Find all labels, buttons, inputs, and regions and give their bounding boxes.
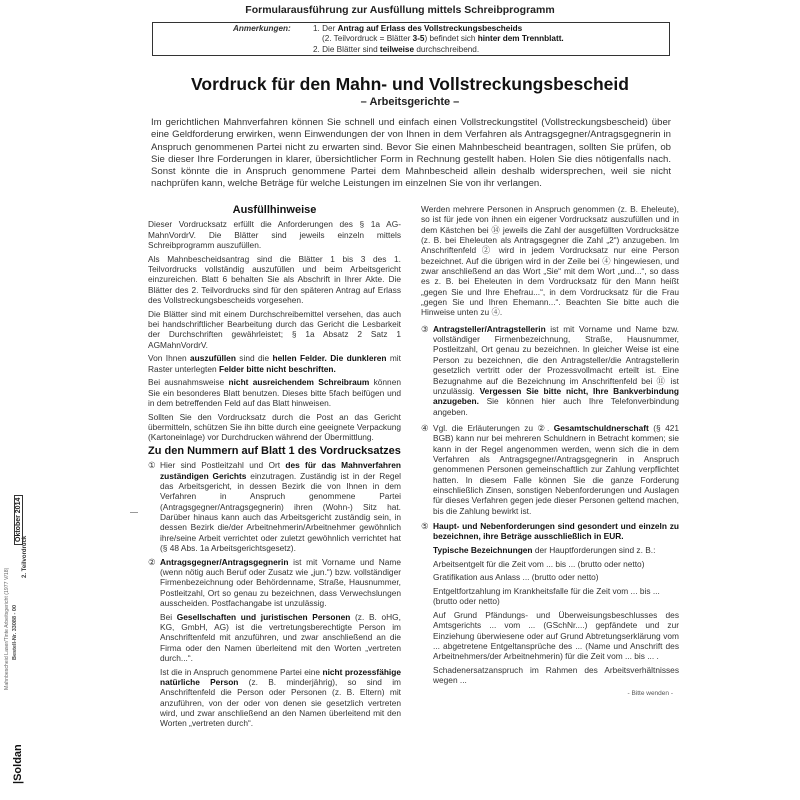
bold-text: des für das Mahnverfahren zuständigen Gerichts xyxy=(160,460,401,481)
page-title: Vordruck für den Mahn- und Vollstreckungsbescheid xyxy=(191,74,629,94)
text: können Sie ein besonderes Blatt benutzen. Dieses bitte 5fach beifügen und in dem betreffenden Feld auf das Blatt hinweisen. xyxy=(148,377,401,409)
text: einzutragen. Zuständig ist in der Regel das Arbeitsgericht, in dessen Bezirk die von Ihnen in dem Verfahren in Anspruch genommene Partei (Antragsgegner/Antragsgegnerin) ihren (Wohn-) Sitz hat. Darüber hinaus kann auch das Arbeitsgericht zuständig sein, in dessen Bezirk die/der Arbeitnehmerin/Arbeitnehmer gewöhnlich ihre/seine Arbeit verrichtet oder zuletzt gewöhnlich verrichtet hat (§ 48 Abs. 1a Arbeitsgerichtsgesetz). xyxy=(160,470,401,554)
bold-text: Haupt- und Nebenforderungen sind gesondert und einzeln zu bezeichnen, ihre Beträge ausschließlich in EUR. xyxy=(433,520,679,542)
note-bold: Antrag auf Erlass des Vollstreckungsbescheids xyxy=(337,24,523,33)
text: mit Raster unterlegten xyxy=(148,353,401,374)
paragraph xyxy=(148,377,401,408)
text: ist mit Vorname und Name (wenn nötig auch Beruf oder Zusatz wie „jun.“) bzw. vollständiger Firmenbezeichnung oder Behördenname, Straße, Hausnummer, Postleitzahl, Ort so genau zu bezeichnen, dass Verwechslungen ausscheiden. Postfachangabe ist unzulässig. xyxy=(160,556,401,609)
bold-text: auszufüllen xyxy=(190,353,236,364)
paragraph: Werden mehrere Personen in Anspruch genommen (z. B. Eheleute), so ist für jede von ihnen ein eigener Vordrucksatz auszufüllen und in dem Kästchen bei ⑭ jeweils die Zahl der ausgefüllten Vordrucksätze (z. B. bei Eheleuten als Antragsgegner die Zahl „2“) anzugeben. Im Anschriftenfeld ② wird in jedem Vordrucksatz nur eine Person bezeichnet. Auf die übrigen wird in der Zeile bei ④ hingewiesen, und zwar anschließend an das Wort „Sie“ mit dem Wort „und...“, so dass es z. B. bei Eheleuten in dem Vordrucksatz für den Mann heißt „gegen Sie und Ihre Ehefrau...“, in dem Vordrucksatz für die Frau „gegen Sie und Ihren Ehemann...“. Beachten Sie bitte auch die Hinweise unten zu ④. xyxy=(421,204,679,318)
numbered-item-2 xyxy=(148,557,401,609)
text: Von Ihnen xyxy=(148,353,191,364)
bold-text: hellen Felder. Die dunkleren xyxy=(272,353,387,364)
designation-line: Auf Grund Pfändungs- und Überweisungsbeschlusses des Amtsgerichts ... vom ... (GSchNr....) gepfändete und zur Einziehung überwiesene oder auf Grund Abtretungserklärung vom ... abgetretene Entgeltansprüche des ... (Name und Anschrift des Arbeitnehmers/der Arbeitnehmerin) für die Zeit vom ... bis ... . xyxy=(433,609,679,662)
paragraph: Dieser Vordrucksatz erfüllt die Anforderungen des § 1a AG-MahnVordrV. Die Blätter sind jeweils einzeln mittels Schreibprogramm auszufüllen. xyxy=(148,219,401,251)
text: Ist die in Anspruch genommene Partei eine xyxy=(160,666,323,677)
numbered-item-3 xyxy=(421,324,679,417)
note-1-continued xyxy=(313,34,663,44)
bold-text: Antragsgegner/Antragsgegnerin xyxy=(160,556,289,567)
notes-box xyxy=(152,22,670,56)
bold-text: Gesamtschuldnerschaft xyxy=(553,422,649,433)
text: (§ 421 BGB) kann nur bei mehreren Schuldnern in Betracht kommen; sie kann in der Regel angenommen werden, wenn sich die in dem Verfahren als Antragsgegner/Antragsgegnerin in Anspruch genommenen Personen gemeinschaftlich zur Zahlung verpflichtet hatten. In diesem Falle können Sie die ganze Forderung einschließlich Zinsen, sonstigen Nebenforderungen und Auslagen für dieses Verfahren gegen jede dieser Personen geltend machen, bis die Zahlung bewirkt ist. xyxy=(433,422,679,516)
form-execution-title: Formularausführung zur Ausfüllung mittels Schreibprogramm xyxy=(245,4,555,16)
left-column xyxy=(148,205,401,732)
note-text: 2. Die Blätter sind xyxy=(313,44,380,54)
designation-line: Entgeltfortzahlung im Krankheitsfalle für die Zeit vom ... bis ... (brutto oder netto) xyxy=(433,585,660,607)
circled-number-3-icon: ③ xyxy=(421,323,429,334)
intro-paragraph: Im gerichtlichen Mahnverfahren können Sie schnell und einfach einen Vollstreckungstitel (Vollstreckungsbescheid) über eine Geldforderung erwirken, wenn Einwendungen der von Ihnen in dem Verfahren als Antragsgegner/Antragsgegnerin in Anspruch genommenen Partei nicht zu erwarten sind. Bevor Sie einen Mahnbescheid beantragen, sollten Sie prüfen, ob Sie dieser Ihre Forderungen in klarer, übersichtlicher Form in Rechnung gestellt haben. Holen Sie dies nötigenfalls nach. Sonst könnte die in Anspruch genommene Partei dem Mahnbescheid allein deshalb widersprechen, weil sie nicht nachprüfen kann, welche Beträge für welche Leistungen im einzelnen Sie von ihr verlangen. xyxy=(151,117,671,190)
text: (z. B. oHG, KG, GmbH, AG) ist die vertretungsberechtigte Person im Anschriftenfeld mit anzuführen, und zwar anschließend an die Firma oder den Namen überleitend mit den Worten „vertreten durch...“. xyxy=(160,611,401,664)
circled-number-4-icon: ④ xyxy=(421,422,429,433)
notes-label: Anmerkungen: xyxy=(233,24,291,33)
soldan-logo: |Soldan xyxy=(12,744,24,784)
circled-number-1-icon: ① xyxy=(148,460,156,471)
text: Bei ausnahmsweise xyxy=(148,377,229,388)
note-text: (2. Teilvordruck = Blätter xyxy=(322,34,413,44)
typical-designations-intro xyxy=(421,545,679,555)
bold-text: Vergessen Sie bitte nicht, Ihre Bankverbindung anzugeben. xyxy=(433,385,679,407)
note-text: durchschreibend. xyxy=(414,44,480,54)
bold-text: Gesellschaften und juristischen Personen xyxy=(176,611,351,622)
designation-line: Schadenersatzanspruch im Rahmen des Arbeitsverhältnisses wegen ... xyxy=(433,664,679,686)
designation-line: Gratifikation aus Anlass ... (brutto oder netto) xyxy=(433,572,599,583)
note-1 xyxy=(313,24,663,34)
text: Vgl. die Erläuterungen zu ②. xyxy=(433,422,554,433)
text: Sie können hier auch Ihre Telefonverbindung angeben. xyxy=(433,396,679,417)
circled-number-5-icon: ⑤ xyxy=(421,520,429,531)
side-date-label: Oktober 2014 xyxy=(14,495,23,545)
numbered-item-5 xyxy=(421,521,679,542)
note-text: 1. Der xyxy=(313,24,338,33)
paragraph xyxy=(148,612,401,664)
text: Bei xyxy=(160,611,177,622)
cut-mark xyxy=(130,512,138,513)
paragraph: Sollten Sie den Vordrucksatz durch die Post an das Gericht übermitteln, schützen Sie ihn bitte durch eine geeignete Verpackung (Kartoneinlage) vor Durchdrucken während der Übermittlung. xyxy=(148,411,401,443)
paragraph xyxy=(148,667,401,729)
side-order-number: Bestell-Nr. 33088 - 00 xyxy=(12,604,18,660)
bold-text: Felder bitte nicht beschriften. xyxy=(218,363,336,374)
note-bold: 3-5 xyxy=(412,34,425,44)
bold-text: Antragsteller/Antragstellerin xyxy=(433,323,546,334)
note-bold: teilweise xyxy=(379,44,415,54)
section-heading-hints: Ausfüllhinweise xyxy=(232,204,317,216)
numbered-item-1 xyxy=(148,460,401,553)
note-2 xyxy=(313,45,663,55)
side-form-name: Mahnbescheid Laser/Tinte Arbeitsgericht (1977 V/18) xyxy=(4,567,10,690)
text: (z. B. minderjährig), so sind im Anschriftenfeld die Person oder Personen (z. B. Eltern) mit anzuführen, von der oder von denen sie gesetzlich vertreten wird, und zwar anschließend an den Namen überleitend mit den Worten „vertreten durch“. xyxy=(160,677,401,729)
text: sind die xyxy=(235,353,273,364)
paragraph: Als Mahnbescheidsantrag sind die Blätter 1 bis 3 des 1. Teilvordrucks vollständig auszufüllen und beim Arbeitsgericht einzureichen. Blatt 6 behalten Sie als Abschrift in Ihrer Akte. Die Blätter des 2. Teilvordrucks sind für den späteren Antrag auf Erlass des Vollstreckungsbescheids vorgesehen. xyxy=(148,253,401,306)
side-part-label: 2. Teilvordruck xyxy=(22,535,28,578)
bold-text: nicht ausreichendem Schreibraum xyxy=(228,377,370,388)
note-text: ) befindet sich xyxy=(424,34,478,44)
bold-text: nicht prozessfähige natürliche Person xyxy=(160,666,401,688)
please-turn-note: - Bitte wenden - xyxy=(627,689,673,697)
numbered-item-4 xyxy=(421,423,679,516)
right-column xyxy=(421,204,679,699)
page-subtitle: – Arbeitsgerichte – xyxy=(360,96,460,108)
section-heading-numbers: Zu den Nummern auf Blatt 1 des Vordrucksatzes xyxy=(148,445,401,457)
text: ist mit Vorname und Name bzw. vollständiger Firmenbezeichnung, Straße, Hausnummer, Postleitzahl, Ort genau zu bezeichnen. In gleicher Weise ist eine Person zu bezeichnen, die den Antragsteller/die Antragstellerin gesetzlich vertritt oder der Prozessvollmacht erteilt ist. Eine Bezugnahme auf die Bezeichnung im Anschriftenfeld bei ⑪ ist unzulässig. xyxy=(433,323,679,396)
designation-line: Arbeitsentgelt für die Zeit vom ... bis ... (brutto oder netto) xyxy=(433,558,645,569)
notes-list xyxy=(313,24,663,55)
paragraph: Die Blätter sind mit einem Durchschreibemittel versehen, das auch bei handschriftlicher Bearbeitung durch das Gericht die Lesbarkeit der Durchschriften gewährleistet; § 1a Absatz 2 Satz 1 AGMahnVordrV. xyxy=(148,308,401,350)
text: Hier sind Postleitzahl und Ort xyxy=(160,460,286,471)
text: der Hauptforderungen sind z. B.: xyxy=(532,544,656,555)
paragraph xyxy=(148,353,401,374)
bold-text: Typische Bezeichnungen xyxy=(433,544,533,555)
circled-number-2-icon: ② xyxy=(148,556,156,567)
note-bold: hinter dem Trennblatt. xyxy=(477,34,564,44)
brand-text: Soldan xyxy=(12,744,24,781)
